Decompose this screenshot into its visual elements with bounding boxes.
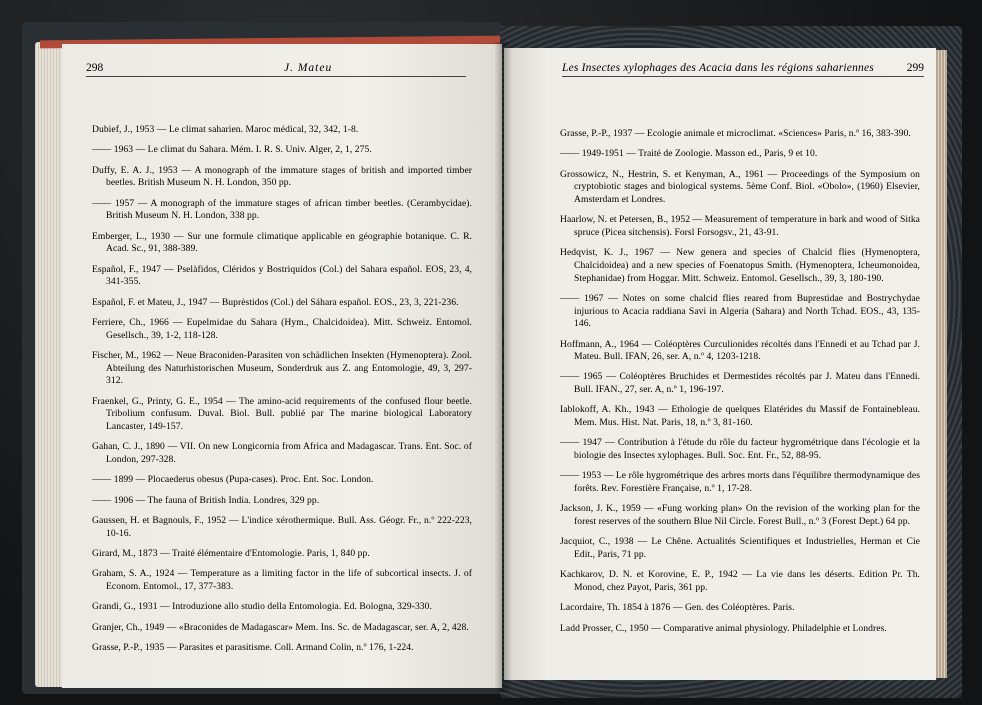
bibliography-entry: —— 1899 — Plocaederus obesus (Pupa-cases). Proc. Ent. Soc. London.	[92, 474, 374, 486]
bibliography-entry: Graham, S. A., 1924 — Temperature as a limiting factor in the life of subcortical insects. J. of Econom. Entomol., 17, 377-383.	[92, 568, 472, 592]
left-running-title: J. Mateu	[284, 62, 333, 74]
bibliography-entry: Granjer, Ch., 1949 — «Braconides de Madagascar» Mem. Ins. Sc. de Madagascar, ser. A, 2, 428.	[92, 621, 469, 633]
bibliography-entry: Iablokoff, A. Kh., 1943 — Ethologie de quelques Elatérides du Massif de Fontainebleau. Mem. Mus. Hist. Nat. Paris, 18, n.º 3, 81-160.	[560, 404, 920, 429]
bibliography-entry: Grossowicz, N., Hestrin, S. et Kenyman, A., 1961 — Proceedings of the Symposium on cryptobiotic stages and biological systems. 5ème Conf. Biol. «Obolo», (1960) Elsevier, Amsterdam et Londres.	[560, 168, 920, 205]
bibliography-entry: Girard, M., 1873 — Traité élémentaire d'Entomologie. Paris, 1, 840 pp.	[92, 548, 370, 559]
bibliography-entry: Grasse, P.-P., 1937 — Ecologie animale et microclimat. «Sciences» Paris, n.º 16, 383-390.	[560, 128, 911, 139]
bibliography-entry: —— 1965 — Coléoptères Bruchides et Dermestides récoltés par J. Mateu dans l'Ennedi. Bull. IFAN., 27, ser. A, n.º 1, 196-197.	[560, 371, 920, 396]
bibliography-entry: —— 1953 — Le rôle hygrométrique des arbres morts dans l'équilibre thermodynamique des forêts. Rev. Forestière Française, n.º 1, 17-28.	[560, 470, 920, 495]
left-bibliography	[92, 124, 472, 663]
right-page-number: 299	[906, 62, 924, 74]
bibliography-entry: Jacquiot, C., 1938 — Le Chêne. Actualités Scientifiques et Industrielles, Herman et Cie Edit., Paris, 71 pp.	[560, 536, 920, 560]
bibliography-entry: Español, F., 1947 — Pselàfidos, Cléridos y Bostriquidos (Col.) del Sahara español. EOS, 23, 4, 341-355.	[92, 263, 472, 288]
bibliography-entry: Haarlow, N. et Petersen, B., 1952 — Measurement of temperature in bark and wood of Sitka spruce (Picea sitchensis). Forsl Forsogsv., 21, 43-91.	[560, 214, 920, 238]
bibliography-entry: —— 1957 — A monograph of the immature stages of african timber beetles. (Cerambycidae). British Museum N. H. London, 338 pp.	[92, 197, 472, 222]
bibliography-entry: Ferriere, Ch., 1966 — Eupelmidae du Sahara (Hym., Chalcidoidea). Mitt. Schweiz. Entomol. Gesellsch., 39, 1-2, 118-128.	[92, 317, 472, 341]
left-page-number: 298	[86, 62, 104, 74]
bibliography-entry: Ladd Prosser, C., 1950 — Comparative animal physiology. Philadelphie et Londres.	[560, 622, 887, 634]
bibliography-entry: Jackson, J. K., 1959 — «Fung working plan» On the revision of the working plan for the forest reserves of the southern Blue Nil Circle. Forest Bull., n.º 3 (Forest Dept.) 64 pp.	[560, 503, 920, 528]
bibliography-entry: —— 1947 — Contribution à l'étude du rôle du facteur hygrométrique dans l'écologie et la biologie des Insectes xylophages. Bull. Soc. Ent. Fr., 52, 88-95.	[560, 437, 920, 462]
bibliography-entry: Hedqvist, K. J., 1967 — New genera and species of Chalcid flies (Hymenoptera, Chalcidoidea) and a new species of Foenatopus Smith. (Hymenoptera, Icheumonoidea, Stephanidae) from Hoggar. Mitt. Schweiz. Entomol. Gesellsch., 39, 3, 180-190.	[560, 247, 920, 284]
bibliography-entry: Gahan, C. J., 1890 — VII. On new Longicornia from Africa and Madagascar. Trans. Ent. Soc. of London, 297-328.	[92, 441, 472, 465]
bibliography-entry: —— 1906 — The fauna of British India. Londres, 329 pp.	[92, 494, 320, 506]
right-running-title: Les Insectes xylophages des Acacia dans les régions sahariennes	[562, 62, 874, 74]
bibliography-entry: Hoffmann, A., 1964 — Coléoptères Curculionides récoltés dans l'Ennedi et au Tchad par J. Mateu. Bull. IFAN, 26, ser. A, n.º 4, 1203-1218.	[560, 338, 920, 363]
bibliography-entry: Kachkarov, D. N. et Korovine, E. P., 1942 — La vie dans les déserts. Edition Pr. Th. Monod, chez Payot, Paris, 361 pp.	[560, 569, 920, 593]
bibliography-entry: Duffy, E. A. J., 1953 — A monograph of the immature stages of british and imported timber beetles. British Museum N. H. London, 350 pp.	[92, 164, 472, 189]
bibliography-entry: Lacordaire, Th. 1854 à 1876 — Gen. des Coléoptères. Paris.	[560, 602, 795, 614]
bibliography-entry: Grandi, G., 1931 — Introduzione allo studio della Entomologia. Ed. Bologna, 329-330.	[92, 601, 432, 613]
page-stack-right	[935, 50, 947, 678]
right-running-head	[562, 60, 924, 77]
bibliography-entry: Español, F. et Mateu, J., 1947 — Buprèstidos (Col.) del Sáhara español. EOS., 23, 3, 221-236.	[92, 296, 459, 308]
bibliography-entry: Dubief, J., 1953 — Le climat saharien. Maroc médical, 32, 342, 1-8.	[92, 124, 359, 135]
bibliography-entry: —— 1949-1951 — Traité de Zoologie. Masson ed., Paris, 9 et 10.	[560, 148, 818, 160]
left-running-head	[86, 60, 466, 77]
bibliography-entry: —— 1967 — Notes on some chalcid flies reared from Buprestidae and Bostrychydae injurious to Acacia raddiana Savi in Algeria (Sahara) and North Tchad. EOS., 43, 135-146.	[560, 292, 920, 330]
bibliography-entry: Gaussen, H. et Bagnouls, F., 1952 — L'indice xérothermique. Bull. Ass. Géogr. Fr., n.º 222-223, 10-16.	[92, 515, 472, 539]
bibliography-entry: Fischer, M., 1962 — Neue Braconiden-Parasiten von schädlichen Insekten (Hymenoptera). Zool. Abteilung des Naturhistorischen Museum, Sonderdruk aus Z. ang Entomologie, 49, 3, 297-312.	[92, 350, 472, 387]
bibliography-entry: Fraenkel, G., Printy, G. E., 1954 — The amino-acid requirements of the confused flour beetle. Tribolium confusum. Duval. Biol. Bull. publié par The marine biological Laboratory Lancaster, 149-157.	[92, 395, 472, 432]
book-gutter	[494, 42, 512, 692]
bibliography-entry: Emberger, L., 1930 — Sur une formule climatique applicable en géographie botanique. C. R. Acad. Sc., 91, 388-389.	[92, 230, 472, 255]
right-bibliography	[560, 128, 920, 643]
bibliography-entry: Grasse, P.-P., 1935 — Parasites et parasitisme. Coll. Armand Colin, n.º 176, 1-224.	[92, 642, 414, 654]
page-stack-left	[35, 42, 65, 687]
bibliography-entry: —— 1963 — Le climat du Sahara. Mém. I. R. S. Univ. Alger, 2, 1, 275.	[92, 144, 372, 156]
